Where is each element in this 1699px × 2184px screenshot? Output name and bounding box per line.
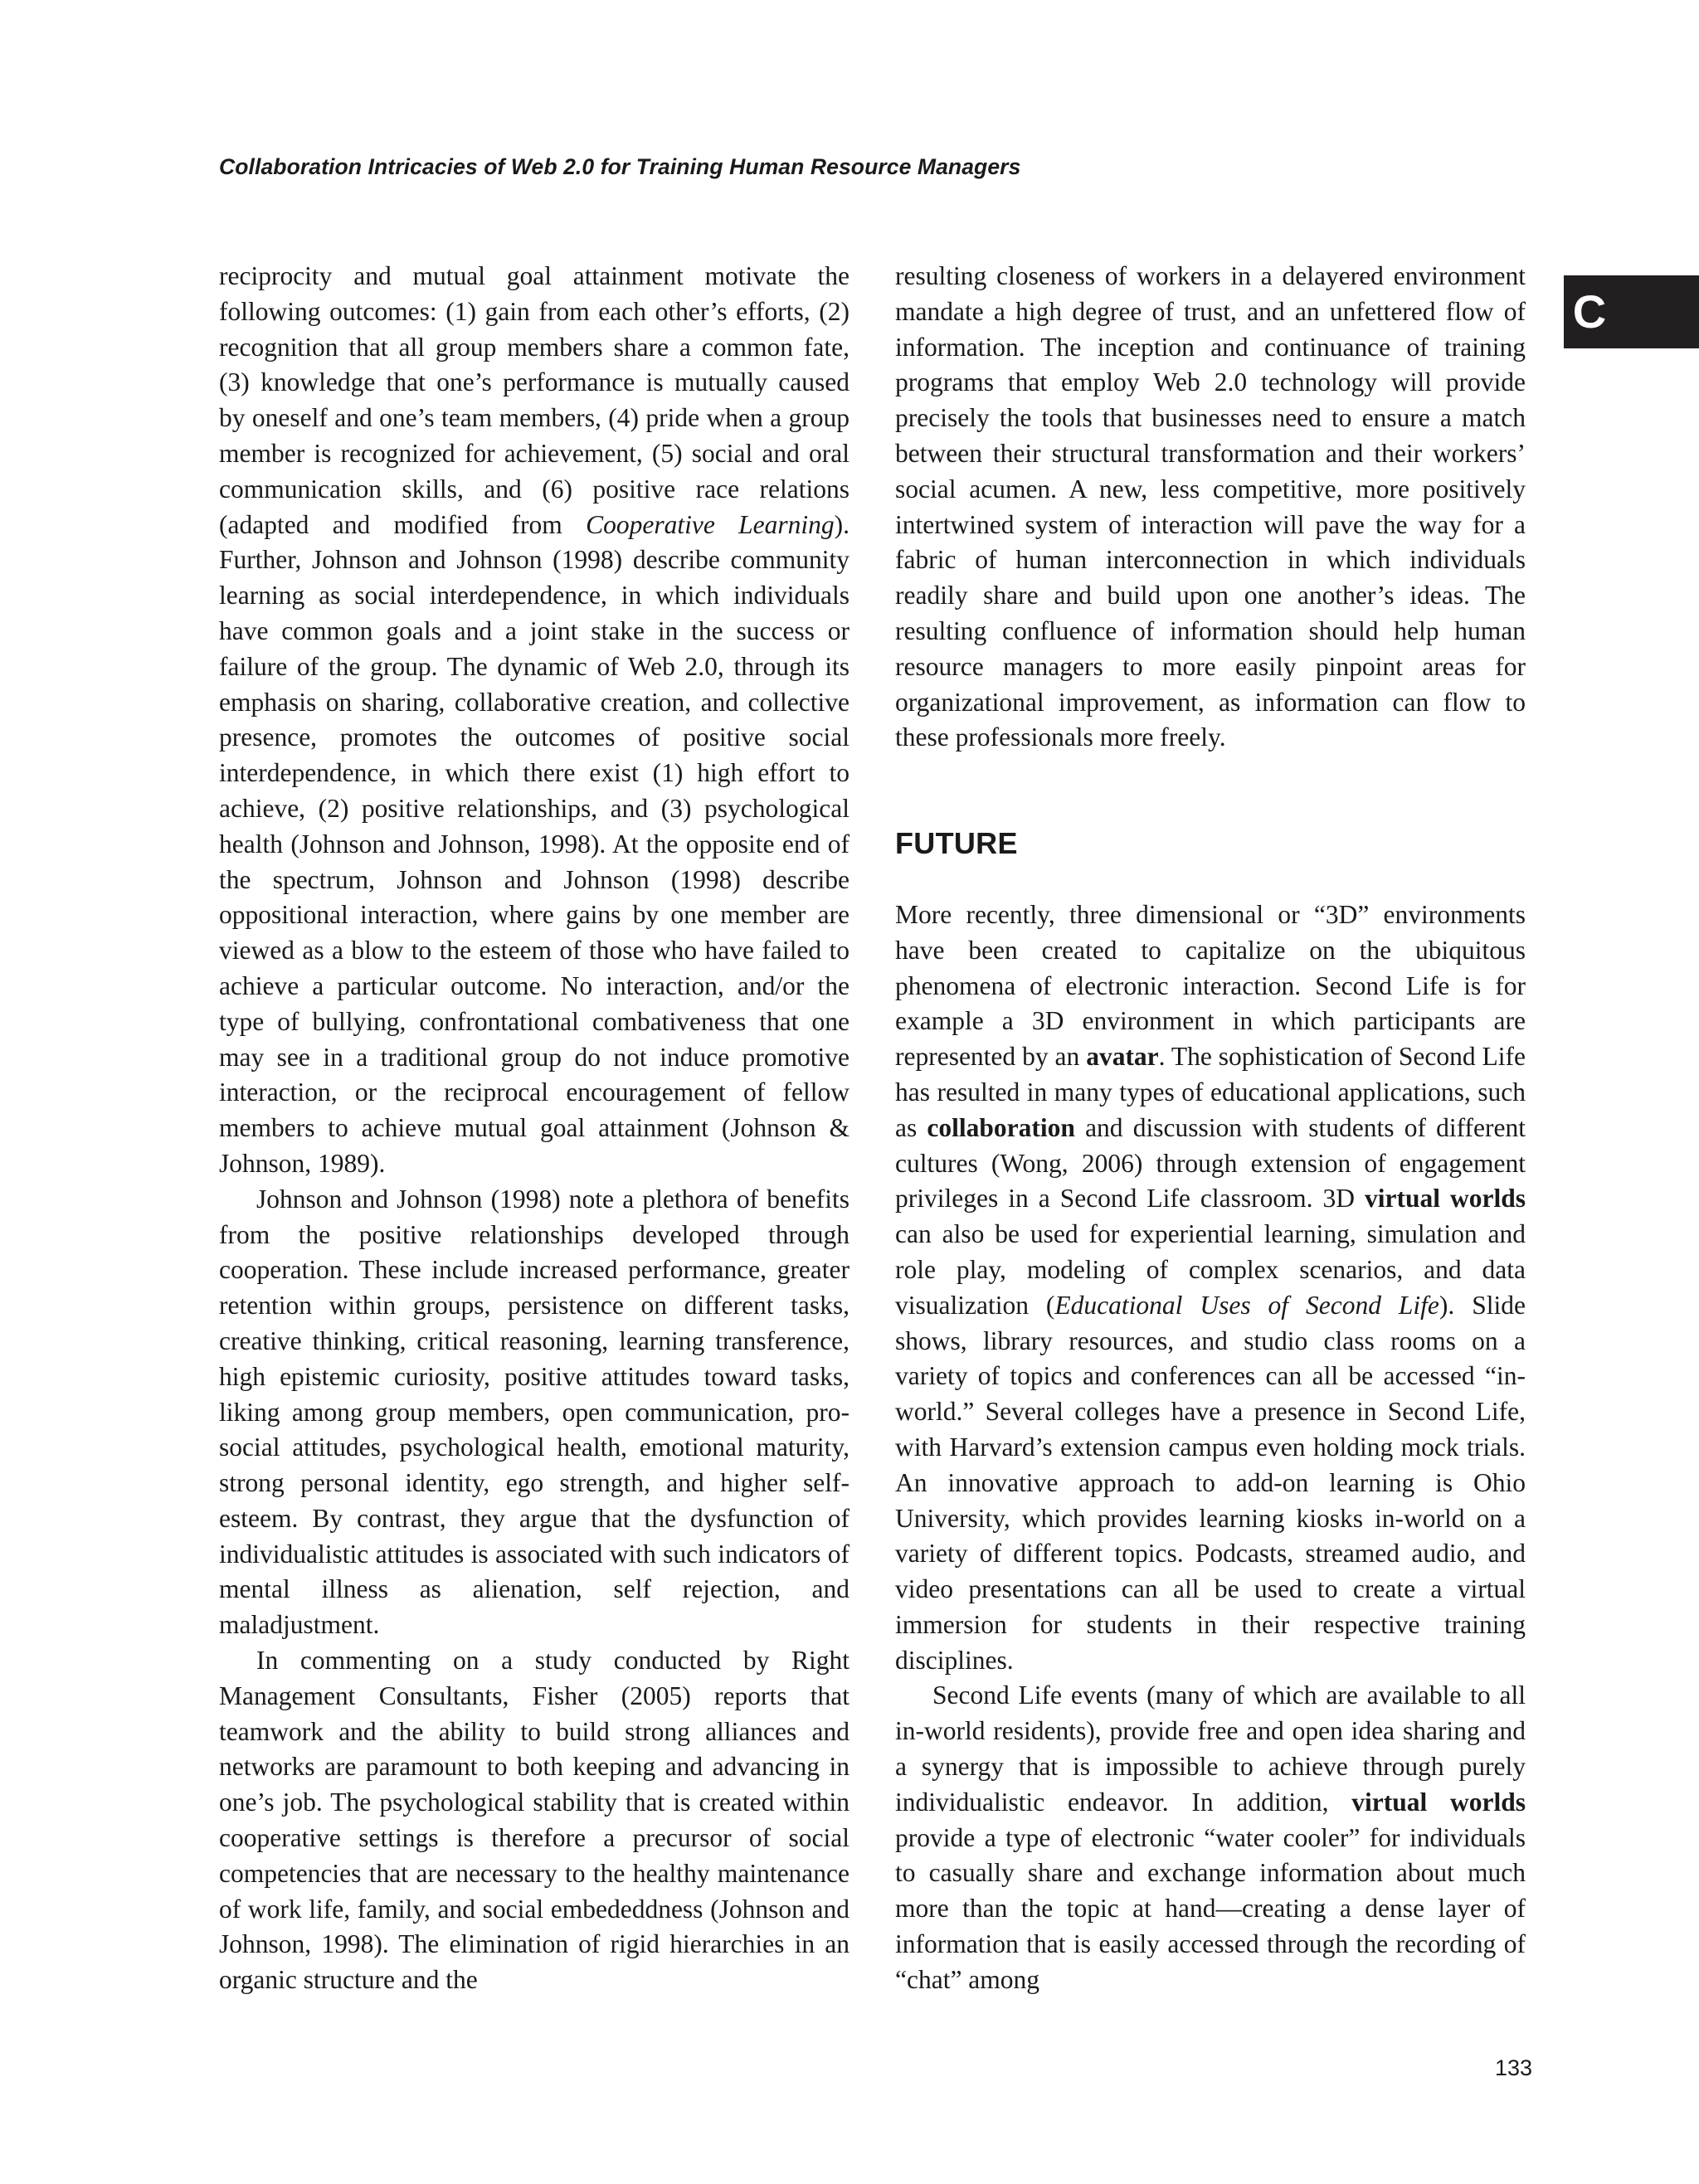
paragraph — [895, 897, 1526, 1679]
paragraph: In commenting on a study conducted by Right Management Consultants, Fisher (2005) reports that teamwork and the ability to build strong alliances and networks are paramount to both keeping and advancing in one’s job. The psychological stability that is created within cooperative settings is therefore a precursor of social competencies that are necessary to the healthy maintenance of work life, family, and social embededdness (Johnson and Johnson, 1998). The elimination of rigid hierarchies in an organic structure and the — [219, 1646, 850, 1995]
key-term: virtual worlds — [1364, 1184, 1526, 1214]
paragraph — [895, 1678, 1526, 1997]
text-run: . The sophistication of Second Life has resulted in many types of educational applications, such as — [895, 1042, 1526, 1142]
key-term: virtual worlds — [1351, 1787, 1526, 1817]
right-column — [895, 259, 1526, 1998]
section-heading: FUTURE — [895, 826, 1018, 861]
text-run: can also be used for experiential learning, simulation and role play, modeling of complex scenarios, and data visualization ( — [895, 1219, 1526, 1320]
key-term: avatar — [1086, 1042, 1159, 1072]
paragraph: resulting closeness of workers in a delayered environment mandate a high degree of trust, and an unfettered flow of information. The inception and continuance of training programs that employ Web 2.0 technology will provide precisely the tools that businesses need to ensure a match between their structural transformation and their workers’ social acumen. A new, less competitive, more positively intertwined system of interaction will pave the way for a fabric of human interconnection in which individuals readily share and build upon one another’s ideas. The resulting confluence of information should help human resource managers to more easily pinpoint areas for organizational improvement, as information can flow to these professionals more freely. — [895, 261, 1526, 752]
key-term: collaboration — [927, 1112, 1075, 1142]
text-run: Second Life events (many of which are available to all in-world residents), provide free and open idea sharing and a synergy that is impossible to achieve through purely individualistic endeavor. In addition, — [895, 1681, 1526, 1817]
left-column — [219, 259, 850, 1998]
text-run: reciprocity and mutual goal attainment motivate the following outcomes: (1) gain from each other’s efforts, (2) recognition that all group members share a common fate, (3) knowledge that one’s performance is mutually caused by oneself and one’s team members, (4) pride when a group member is recognized for achievement, (5) social and oral communication skills, and (6) positive race relations (adapted and modified from — [219, 261, 850, 539]
running-head: Collaboration Intricacies of Web 2.0 for Training Human Resource Managers — [219, 154, 1021, 179]
page-number: 133 — [1494, 2055, 1532, 2080]
text-run: ). Slide shows, library resources, and studio class rooms on a variety of topics and conferences can all be accessed “in-world.” Several colleges have a presence in Second Life, with Harvard’s extension campus even holding mock trials. An innovative approach to add-on learning is Ohio University, which provides learning kiosks in-world on a variety of different topics. Podcasts, streamed audio, and video presentations can all be used to create a virtual immersion for students in their respective training disciplines. — [895, 1290, 1526, 1675]
text-run: ). Further, Johnson and Johnson (1998) describe community learning as social interdependence, in which individuals have common goals and a joint stake in the success or failure of the group. The dynamic of Web 2.0, through its emphasis on sharing, collaborative creation, and collective presence, promotes the outcomes of positive social interdependence, in which there exist (1) high effort to achieve, (2) positive relationships, and (3) psychological health (Johnson and Johnson, 1998). At the opposite end of the spectrum, Johnson and Johnson (1998) describe oppositional interaction, where gains by one member are viewed as a blow to the esteem of those who have failed to achieve a particular outcome. No interaction, and/or the type of bullying, confrontational combativeness that one may see in a traditional group do not induce promotive interaction, or the reciprocal encouragement of fellow members to achieve mutual goal attainment (Johnson & Johnson, 1989). — [219, 509, 850, 1178]
text-run: provide a type of electronic “water cooler” for individuals to casually share and exchange information about much more than the topic at hand—creating a dense layer of information that is easily accessed through the recording of “chat” among — [895, 1822, 1526, 1994]
italic-title: Cooperative Learning — [586, 509, 835, 539]
section-tab-letter: C — [1572, 285, 1607, 338]
paragraph — [219, 259, 850, 1182]
paragraph: Johnson and Johnson (1998) note a plethora of benefits from the positive relationships developed through cooperation. These include increased performance, greater retention within groups, persistence on different tasks, creative thinking, critical reasoning, learning transference, high epistemic curiosity, positive attitudes toward tasks, liking among group members, open communication, pro-social attitudes, psychological health, emotional maturity, strong personal identity, ego strength, and higher self-esteem. By contrast, they argue that the dysfunction of individualistic attitudes is associated with such indicators of mental illness as alienation, self rejection, and maladjustment. — [219, 1184, 850, 1640]
italic-title: Educational Uses of Second Life — [1054, 1290, 1439, 1320]
section-tab — [1564, 275, 1699, 348]
text-run: More recently, three dimensional or “3D” environments have been created to capitalize on the ubiquitous phenomena of electronic interaction. Second Life is for example a 3D environment in which participants are represented by an — [895, 899, 1526, 1072]
text-run: and discussion with students of different cultures (Wong, 2006) through extension of engagement privileges in a Second Life classroom. 3D — [895, 1112, 1526, 1214]
